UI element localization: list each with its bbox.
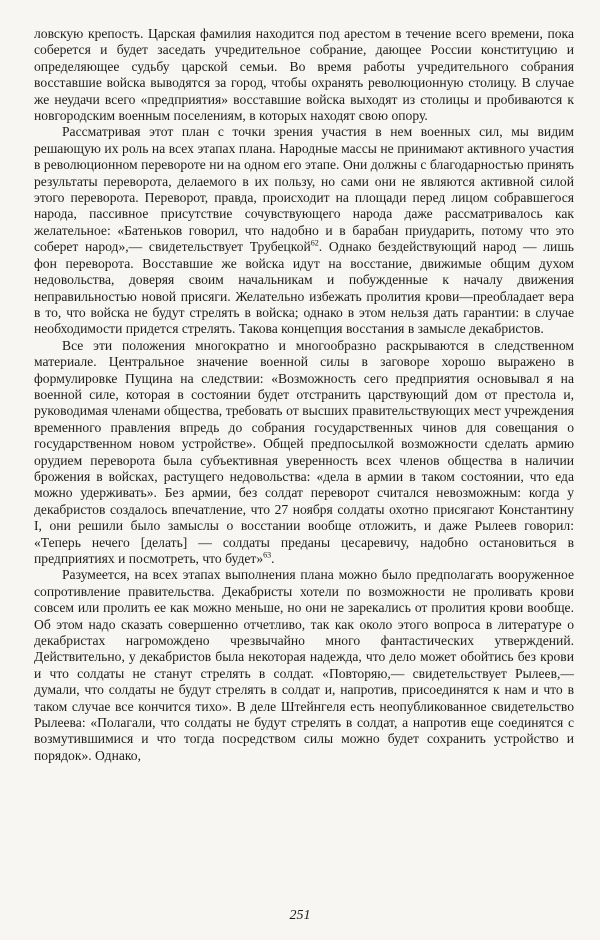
page-number: 251 <box>289 908 311 923</box>
page-text <box>34 26 574 926</box>
paragraph <box>34 567 574 764</box>
paragraph <box>34 26 574 124</box>
paragraph-text: Все эти положения многократно и многообразно раскрываются в следственном материале. Центральное значение военной силы в заговоре хорошо выражено в формулировке Пущина на следствии: «Возможность сего предприятия основывал я на военной силе, которая в состоянии будет отстранить царствующий дом от престола и, руководимая членами общества, требовать от высших правительствующих мест учреждения временного правления впредь до собрания государственных чинов для совещания о государственном новом устройстве». Общей предпосылкой возможности сделать армию орудием переворота была субъективная уверенность всех членов общества в наличии брожения в войсках, растущего недовольства: «дела в армии в таком состоянии, что еда можно удерживать». Без армии, без солдат переворот считался невозможным: когда у декабристов создалось впечатление, что 27 ноября солдаты охотно присягают Константину I, они решили было замыслы о восстании вообще отложить, и даже Рылеев говорил: «Теперь нечего [делать] — солдаты преданы цесаревичу, надобно остановиться в предприятиях и посмотреть, что будет» <box>34 337 574 566</box>
paragraph-text: ловскую крепость. Царская фамилия находится под арестом в течение всего времени, пока соберется и будет заседать учредительное собрание, дающее России конституцию и определяющее судьбу царской семьи. Во время работы учредительного собрания восставшие войска выводятся за город, чтобы охранять революционную столицу. В случае же неудачи всего «предприятия» восставшие войска выходят из столицы и пробиваются к новгородским военным поселениям, в которых находят свою опору. <box>34 26 574 124</box>
footnote-ref: 63 <box>263 550 272 560</box>
paragraph-text: Рассматривая этот план с точки зрения участия в нем военных сил, мы видим решающую их роль на всех этапах плана. Народные массы не принимают активного участия в революционном перевороте ни на одном его этапе. Они должны с благодарностью принять результаты переворота, делаемого в их пользу, но сами они не являются активной силой этого переворота. Переворот, правда, происходит на площади перед лицом собравшегося народа, пассивное присутствие сочувствующего народа даже рассматривалось как желательное: «Батеньков говорил, что надобно и в барабан приударить, потому что это соберет народ»,— свидетельствует Трубецкой <box>34 124 574 255</box>
footnote-ref: 62 <box>310 238 319 248</box>
paragraph-text: . <box>271 551 275 566</box>
paragraph <box>34 338 574 568</box>
paragraph-text: Разумеется, на всех этапах выполнения плана можно было предполагать вооруженное сопротивление правительства. Декабристы хотели по возможности не проливать крови совсем или пролить ее как можно меньше, но они не зарекались от пролития крови вообще. Об этом надо сказать совершенно отчетливо, так как около этого вопроса в литературе о декабристах нагромождено чрезвычайно много фантастических утверждений. Действительно, у декабристов была некоторая надежда, что дело может обойтись без крови и что солдаты не станут стрелять в солдат. «Повторяю,— свидетельствует Рылеев,— думали, что солдаты не будут стрелять в солдат и, напротив, присоединятся к нам и что в таком случае все кончится тихо». В деле Штейнгеля есть неопубликованное свидетельство Рылеева: «Полагали, что солдаты не будут стрелять в солдат, а напротив еще соединятся с возмутившимися и что тогда посредством силы можно будет сохранить устройство и порядок». Однако, <box>34 567 574 763</box>
paragraph <box>34 124 574 337</box>
paragraph-text: . Однако бездействующий народ — лишь фон переворота. Восставшие же войска идут на восстание, движимые общим духом недовольства, доверяя своим начальникам и побужденные к началу движения неправильностью новой присяги. Желательно избежать пролития крови—преобладает вера в то, что войска не будут стрелять в войска; однако в этом нельзя дать гарантии: в случае необходимости придется стрелять. Такова концепция восстания в замысле декабристов. <box>34 239 574 337</box>
